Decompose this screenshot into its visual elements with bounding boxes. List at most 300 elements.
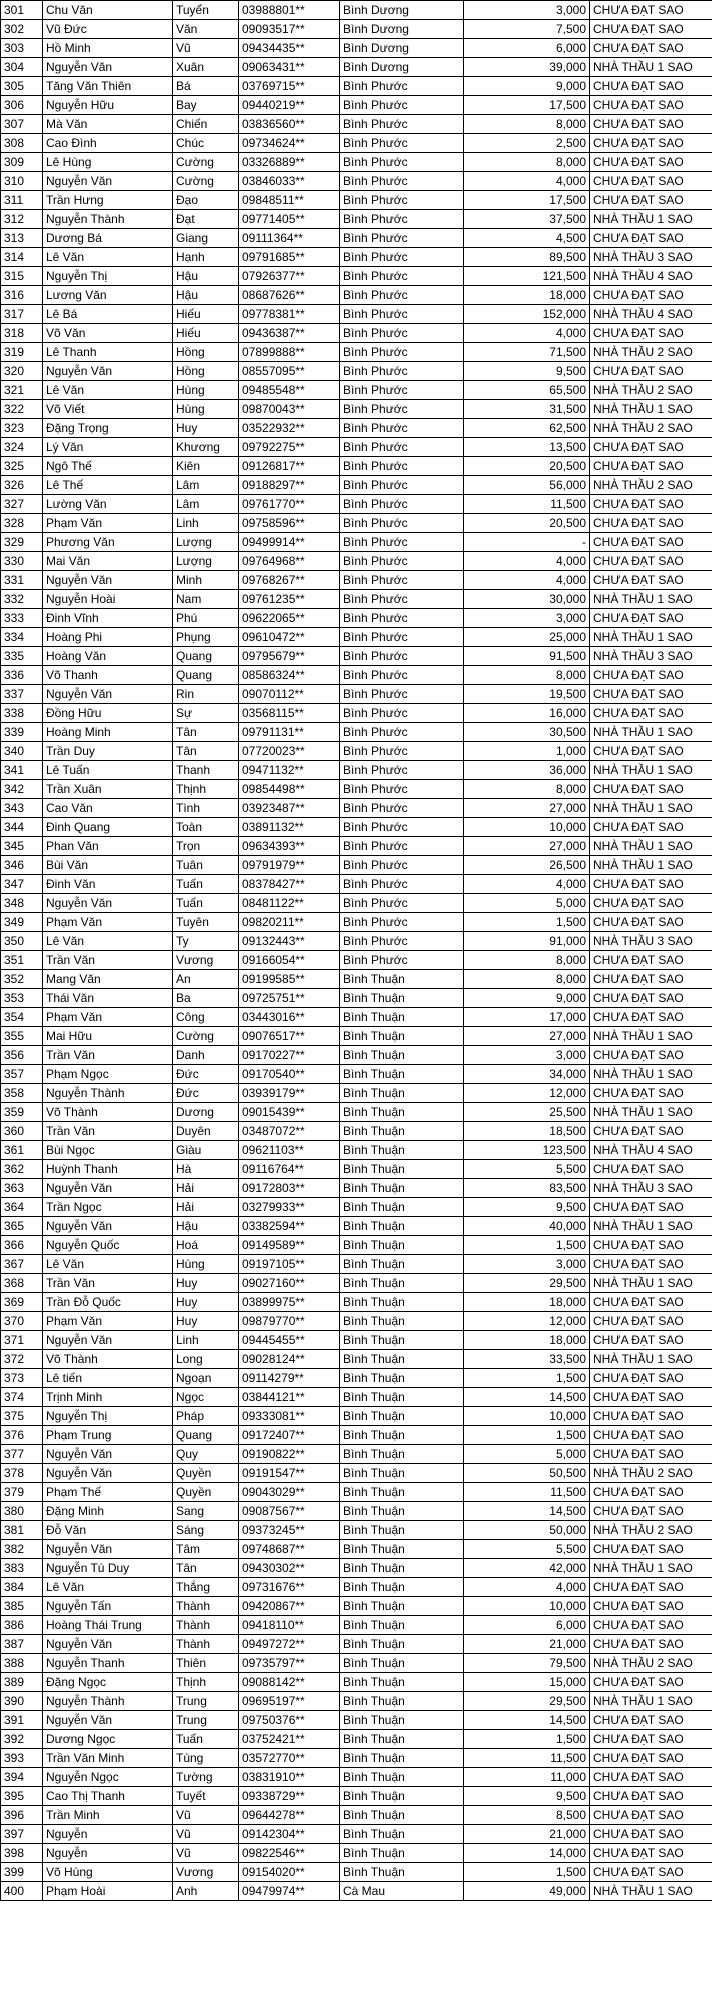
province-cell: Bình Thuận bbox=[340, 1160, 464, 1179]
row-number-cell: 316 bbox=[1, 286, 43, 305]
amount-cell: 27,000 bbox=[464, 799, 590, 818]
surname-cell: Lê Hùng bbox=[43, 153, 173, 172]
table-row bbox=[1, 761, 712, 780]
table-row bbox=[1, 1008, 712, 1027]
table-row bbox=[1, 267, 712, 286]
province-cell: Bình Thuận bbox=[340, 1863, 464, 1882]
province-cell: Bình Thuận bbox=[340, 1825, 464, 1844]
phone-number-cell: 09170540** bbox=[239, 1065, 340, 1084]
province-cell: Bình Thuận bbox=[340, 1407, 464, 1426]
table-row bbox=[1, 210, 712, 229]
surname-cell: Lường Văn bbox=[43, 495, 173, 514]
rank-cell: CHƯA ĐẠT SAO bbox=[590, 1426, 712, 1445]
table-row bbox=[1, 1540, 712, 1559]
table-row bbox=[1, 1445, 712, 1464]
row-number-cell: 323 bbox=[1, 419, 43, 438]
surname-cell: Nguyễn Quốc bbox=[43, 1236, 173, 1255]
province-cell: Bình Phước bbox=[340, 628, 464, 647]
row-number-cell: 372 bbox=[1, 1350, 43, 1369]
row-number-cell: 374 bbox=[1, 1388, 43, 1407]
phone-number-cell: 09043029** bbox=[239, 1483, 340, 1502]
rank-cell: NHÀ THẦU 1 SAO bbox=[590, 837, 712, 856]
province-cell: Bình Phước bbox=[340, 324, 464, 343]
province-cell: Bình Phước bbox=[340, 457, 464, 476]
given-name-cell: Ngọc bbox=[173, 1388, 239, 1407]
phone-number-cell: 09191547** bbox=[239, 1464, 340, 1483]
row-number-cell: 341 bbox=[1, 761, 43, 780]
table-row bbox=[1, 1179, 712, 1198]
table-row bbox=[1, 970, 712, 989]
surname-cell: Đặng Ngọc bbox=[43, 1673, 173, 1692]
given-name-cell: Long bbox=[173, 1350, 239, 1369]
phone-number-cell: 09373245** bbox=[239, 1521, 340, 1540]
row-number-cell: 386 bbox=[1, 1616, 43, 1635]
phone-number-cell: 09436387** bbox=[239, 324, 340, 343]
amount-cell: 65,500 bbox=[464, 381, 590, 400]
table-row bbox=[1, 39, 712, 58]
given-name-cell: Thịnh bbox=[173, 780, 239, 799]
province-cell: Bình Phước bbox=[340, 172, 464, 191]
amount-cell: 21,000 bbox=[464, 1825, 590, 1844]
province-cell: Bình Phước bbox=[340, 229, 464, 248]
amount-cell: 12,000 bbox=[464, 1312, 590, 1331]
given-name-cell: Huy bbox=[173, 1312, 239, 1331]
amount-cell: 40,000 bbox=[464, 1217, 590, 1236]
amount-cell: 33,500 bbox=[464, 1350, 590, 1369]
province-cell: Bình Thuận bbox=[340, 1711, 464, 1730]
table-row bbox=[1, 1616, 712, 1635]
given-name-cell: Thiên bbox=[173, 1654, 239, 1673]
table-row bbox=[1, 1407, 712, 1426]
table-row bbox=[1, 1502, 712, 1521]
rank-cell: CHƯA ĐẠT SAO bbox=[590, 115, 712, 134]
given-name-cell: Hạnh bbox=[173, 248, 239, 267]
given-name-cell: Linh bbox=[173, 514, 239, 533]
given-name-cell: Hồng bbox=[173, 362, 239, 381]
amount-cell: 34,000 bbox=[464, 1065, 590, 1084]
table-row bbox=[1, 381, 712, 400]
row-number-cell: 346 bbox=[1, 856, 43, 875]
row-number-cell: 333 bbox=[1, 609, 43, 628]
surname-cell: Vũ Đức bbox=[43, 20, 173, 39]
row-number-cell: 325 bbox=[1, 457, 43, 476]
phone-number-cell: 03279933** bbox=[239, 1198, 340, 1217]
phone-number-cell: 09761770** bbox=[239, 495, 340, 514]
table-row bbox=[1, 1483, 712, 1502]
province-cell: Bình Phước bbox=[340, 400, 464, 419]
amount-cell: 3,000 bbox=[464, 1046, 590, 1065]
row-number-cell: 348 bbox=[1, 894, 43, 913]
province-cell: Bình Thuận bbox=[340, 1445, 464, 1464]
rank-cell: NHÀ THẦU 4 SAO bbox=[590, 1141, 712, 1160]
amount-cell: 31,500 bbox=[464, 400, 590, 419]
rank-cell: NHÀ THẦU 2 SAO bbox=[590, 1521, 712, 1540]
row-number-cell: 334 bbox=[1, 628, 43, 647]
row-number-cell: 353 bbox=[1, 989, 43, 1008]
given-name-cell: Quang bbox=[173, 647, 239, 666]
given-name-cell: Quyền bbox=[173, 1483, 239, 1502]
given-name-cell: Ba bbox=[173, 989, 239, 1008]
amount-cell: 123,500 bbox=[464, 1141, 590, 1160]
table-row bbox=[1, 1312, 712, 1331]
given-name-cell: Đạt bbox=[173, 210, 239, 229]
amount-cell: 50,000 bbox=[464, 1521, 590, 1540]
amount-cell: 8,000 bbox=[464, 153, 590, 172]
province-cell: Bình Thuận bbox=[340, 1008, 464, 1027]
surname-cell: Hoàng Văn bbox=[43, 647, 173, 666]
table-row bbox=[1, 1844, 712, 1863]
amount-cell: 37,500 bbox=[464, 210, 590, 229]
surname-cell: Bùi Ngọc bbox=[43, 1141, 173, 1160]
phone-number-cell: 08378427** bbox=[239, 875, 340, 894]
province-cell: Bình Thuận bbox=[340, 1293, 464, 1312]
amount-cell: 10,000 bbox=[464, 1407, 590, 1426]
province-cell: Bình Thuận bbox=[340, 1426, 464, 1445]
row-number-cell: 336 bbox=[1, 666, 43, 685]
amount-cell: 9,500 bbox=[464, 362, 590, 381]
row-number-cell: 381 bbox=[1, 1521, 43, 1540]
amount-cell: 5,500 bbox=[464, 1540, 590, 1559]
given-name-cell: Quy bbox=[173, 1445, 239, 1464]
row-number-cell: 327 bbox=[1, 495, 43, 514]
phone-number-cell: 03326889** bbox=[239, 153, 340, 172]
rank-cell: CHƯA ĐẠT SAO bbox=[590, 191, 712, 210]
row-number-cell: 315 bbox=[1, 267, 43, 286]
phone-number-cell: 09791979** bbox=[239, 856, 340, 875]
given-name-cell: Quang bbox=[173, 1426, 239, 1445]
phone-number-cell: 09338729** bbox=[239, 1787, 340, 1806]
given-name-cell: Đức bbox=[173, 1084, 239, 1103]
given-name-cell: Danh bbox=[173, 1046, 239, 1065]
given-name-cell: Ngoạn bbox=[173, 1369, 239, 1388]
rank-cell: CHƯA ĐẠT SAO bbox=[590, 1445, 712, 1464]
phone-number-cell: 09170227** bbox=[239, 1046, 340, 1065]
phone-number-cell: 03836560** bbox=[239, 115, 340, 134]
phone-number-cell: 09063431** bbox=[239, 58, 340, 77]
given-name-cell: Anh bbox=[173, 1882, 239, 1901]
given-name-cell: Vương bbox=[173, 951, 239, 970]
amount-cell: 10,000 bbox=[464, 1597, 590, 1616]
given-name-cell: Quyền bbox=[173, 1464, 239, 1483]
rank-cell: NHÀ THẦU 1 SAO bbox=[590, 761, 712, 780]
table-row bbox=[1, 552, 712, 571]
row-number-cell: 337 bbox=[1, 685, 43, 704]
row-number-cell: 329 bbox=[1, 533, 43, 552]
amount-cell: 17,500 bbox=[464, 191, 590, 210]
surname-cell: Võ Văn bbox=[43, 324, 173, 343]
phone-number-cell: 09434435** bbox=[239, 39, 340, 58]
phone-number-cell: 09093517** bbox=[239, 20, 340, 39]
surname-cell: Đinh Quang bbox=[43, 818, 173, 837]
province-cell: Bình Thuận bbox=[340, 1787, 464, 1806]
given-name-cell: Khương bbox=[173, 438, 239, 457]
given-name-cell: Kiên bbox=[173, 457, 239, 476]
row-number-cell: 310 bbox=[1, 172, 43, 191]
given-name-cell: Sáng bbox=[173, 1521, 239, 1540]
rank-cell: CHƯA ĐẠT SAO bbox=[590, 1236, 712, 1255]
table-body bbox=[1, 1, 712, 1901]
surname-cell: Nguyễn Văn bbox=[43, 362, 173, 381]
rank-cell: NHÀ THẦU 1 SAO bbox=[590, 1692, 712, 1711]
amount-cell: 19,500 bbox=[464, 685, 590, 704]
province-cell: Bình Phước bbox=[340, 666, 464, 685]
amount-cell: 79,500 bbox=[464, 1654, 590, 1673]
surname-cell: Trần Văn bbox=[43, 1122, 173, 1141]
table-row bbox=[1, 1464, 712, 1483]
table-row bbox=[1, 229, 712, 248]
surname-cell: Nguyễn Văn bbox=[43, 1179, 173, 1198]
given-name-cell: Huy bbox=[173, 419, 239, 438]
given-name-cell: Giàu bbox=[173, 1141, 239, 1160]
table-row bbox=[1, 590, 712, 609]
province-cell: Bình Thuận bbox=[340, 1749, 464, 1768]
amount-cell: 91,000 bbox=[464, 932, 590, 951]
given-name-cell: Trung bbox=[173, 1711, 239, 1730]
province-cell: Bình Phước bbox=[340, 153, 464, 172]
surname-cell: Võ Thành bbox=[43, 1350, 173, 1369]
phone-number-cell: 09792275** bbox=[239, 438, 340, 457]
table-row bbox=[1, 1369, 712, 1388]
row-number-cell: 359 bbox=[1, 1103, 43, 1122]
amount-cell: 4,000 bbox=[464, 552, 590, 571]
phone-number-cell: 09076517** bbox=[239, 1027, 340, 1046]
table-row bbox=[1, 1521, 712, 1540]
table-row bbox=[1, 1160, 712, 1179]
row-number-cell: 304 bbox=[1, 58, 43, 77]
given-name-cell: Tuấn bbox=[173, 894, 239, 913]
rank-cell: NHÀ THẦU 1 SAO bbox=[590, 856, 712, 875]
amount-cell: 4,000 bbox=[464, 172, 590, 191]
amount-cell: 18,000 bbox=[464, 286, 590, 305]
phone-number-cell: 08586324** bbox=[239, 666, 340, 685]
given-name-cell: Tân bbox=[173, 742, 239, 761]
amount-cell: 42,000 bbox=[464, 1559, 590, 1578]
table-row bbox=[1, 172, 712, 191]
row-number-cell: 308 bbox=[1, 134, 43, 153]
rank-cell: NHÀ THẦU 1 SAO bbox=[590, 723, 712, 742]
surname-cell: Cao Đình bbox=[43, 134, 173, 153]
phone-number-cell: 09154020** bbox=[239, 1863, 340, 1882]
province-cell: Bình Phước bbox=[340, 267, 464, 286]
surname-cell: Nguyễn bbox=[43, 1825, 173, 1844]
table-row bbox=[1, 685, 712, 704]
phone-number-cell: 09333081** bbox=[239, 1407, 340, 1426]
rank-cell: CHƯA ĐẠT SAO bbox=[590, 1198, 712, 1217]
phone-number-cell: 09126817** bbox=[239, 457, 340, 476]
surname-cell: Dương Ngọc bbox=[43, 1730, 173, 1749]
province-cell: Bình Thuận bbox=[340, 1198, 464, 1217]
amount-cell: 1,500 bbox=[464, 1730, 590, 1749]
rank-cell: CHƯA ĐẠT SAO bbox=[590, 153, 712, 172]
province-cell: Bình Phước bbox=[340, 799, 464, 818]
amount-cell: 17,000 bbox=[464, 1008, 590, 1027]
surname-cell: Ngô Thế bbox=[43, 457, 173, 476]
row-number-cell: 351 bbox=[1, 951, 43, 970]
amount-cell: 14,500 bbox=[464, 1502, 590, 1521]
row-number-cell: 394 bbox=[1, 1768, 43, 1787]
given-name-cell: Tuyên bbox=[173, 913, 239, 932]
phone-number-cell: 09070112** bbox=[239, 685, 340, 704]
given-name-cell: Hùng bbox=[173, 381, 239, 400]
row-number-cell: 352 bbox=[1, 970, 43, 989]
province-cell: Bình Thuận bbox=[340, 1597, 464, 1616]
row-number-cell: 301 bbox=[1, 1, 43, 20]
table-row bbox=[1, 1103, 712, 1122]
table-row bbox=[1, 96, 712, 115]
amount-cell: 18,500 bbox=[464, 1122, 590, 1141]
phone-number-cell: 09111364** bbox=[239, 229, 340, 248]
row-number-cell: 343 bbox=[1, 799, 43, 818]
row-number-cell: 399 bbox=[1, 1863, 43, 1882]
amount-cell: 6,000 bbox=[464, 39, 590, 58]
phone-number-cell: 09750376** bbox=[239, 1711, 340, 1730]
province-cell: Bình Thuận bbox=[340, 1673, 464, 1692]
given-name-cell: Lượng bbox=[173, 533, 239, 552]
given-name-cell: Hồng bbox=[173, 343, 239, 362]
rank-cell: CHƯA ĐẠT SAO bbox=[590, 1730, 712, 1749]
amount-cell: 30,500 bbox=[464, 723, 590, 742]
province-cell: Bình Thuận bbox=[340, 1540, 464, 1559]
amount-cell: 62,500 bbox=[464, 419, 590, 438]
phone-number-cell: 03988801** bbox=[239, 1, 340, 20]
given-name-cell: Hiếu bbox=[173, 324, 239, 343]
table-row bbox=[1, 571, 712, 590]
amount-cell: 25,000 bbox=[464, 628, 590, 647]
row-number-cell: 380 bbox=[1, 1502, 43, 1521]
phone-number-cell: 07720023** bbox=[239, 742, 340, 761]
table-row bbox=[1, 457, 712, 476]
row-number-cell: 368 bbox=[1, 1274, 43, 1293]
province-cell: Bình Phước bbox=[340, 875, 464, 894]
given-name-cell: Trung bbox=[173, 1692, 239, 1711]
province-cell: Bình Thuận bbox=[340, 1331, 464, 1350]
amount-cell: 39,000 bbox=[464, 58, 590, 77]
amount-cell: 8,000 bbox=[464, 666, 590, 685]
given-name-cell: Duyên bbox=[173, 1122, 239, 1141]
given-name-cell: Sang bbox=[173, 1502, 239, 1521]
table-row bbox=[1, 495, 712, 514]
rank-cell: NHÀ THẦU 1 SAO bbox=[590, 400, 712, 419]
phone-number-cell: 09795679** bbox=[239, 647, 340, 666]
row-number-cell: 342 bbox=[1, 780, 43, 799]
phone-number-cell: 09149589** bbox=[239, 1236, 340, 1255]
province-cell: Bình Phước bbox=[340, 305, 464, 324]
province-cell: Bình Phước bbox=[340, 761, 464, 780]
amount-cell: 29,500 bbox=[464, 1692, 590, 1711]
surname-cell: Lê Văn bbox=[43, 1578, 173, 1597]
amount-cell: 71,500 bbox=[464, 343, 590, 362]
phone-number-cell: 09497272** bbox=[239, 1635, 340, 1654]
row-number-cell: 355 bbox=[1, 1027, 43, 1046]
surname-cell: Võ Viết bbox=[43, 400, 173, 419]
surname-cell: Nguyễn Tú Duy bbox=[43, 1559, 173, 1578]
given-name-cell: Vũ bbox=[173, 39, 239, 58]
table-row bbox=[1, 1255, 712, 1274]
province-cell: Bình Phước bbox=[340, 286, 464, 305]
surname-cell: Phạm Thế bbox=[43, 1483, 173, 1502]
given-name-cell: Toàn bbox=[173, 818, 239, 837]
given-name-cell: Dương bbox=[173, 1103, 239, 1122]
province-cell: Bình Thuận bbox=[340, 1046, 464, 1065]
rank-cell: CHƯA ĐẠT SAO bbox=[590, 609, 712, 628]
province-cell: Bình Thuận bbox=[340, 1027, 464, 1046]
rank-cell: CHƯA ĐẠT SAO bbox=[590, 1160, 712, 1179]
table-row bbox=[1, 1730, 712, 1749]
surname-cell: Đinh Văn bbox=[43, 875, 173, 894]
rank-cell: CHƯA ĐẠT SAO bbox=[590, 438, 712, 457]
given-name-cell: Đức bbox=[173, 1065, 239, 1084]
surname-cell: Mang Văn bbox=[43, 970, 173, 989]
row-number-cell: 345 bbox=[1, 837, 43, 856]
table-row bbox=[1, 856, 712, 875]
rank-cell: NHÀ THẦU 2 SAO bbox=[590, 1464, 712, 1483]
surname-cell: Lê Văn bbox=[43, 248, 173, 267]
phone-number-cell: 07926377** bbox=[239, 267, 340, 286]
given-name-cell: Vũ bbox=[173, 1844, 239, 1863]
province-cell: Bình Phước bbox=[340, 723, 464, 742]
surname-cell: Trịnh Minh bbox=[43, 1388, 173, 1407]
table-row bbox=[1, 1350, 712, 1369]
province-cell: Bình Phước bbox=[340, 115, 464, 134]
table-row bbox=[1, 1027, 712, 1046]
surname-cell: Mà Văn bbox=[43, 115, 173, 134]
table-row bbox=[1, 305, 712, 324]
phone-number-cell: 09028124** bbox=[239, 1350, 340, 1369]
province-cell: Bình Thuận bbox=[340, 1692, 464, 1711]
given-name-cell: Tuyển bbox=[173, 1, 239, 20]
given-name-cell: Bá bbox=[173, 77, 239, 96]
given-name-cell: Giang bbox=[173, 229, 239, 248]
table-row bbox=[1, 1274, 712, 1293]
province-cell: Bình Thuận bbox=[340, 1103, 464, 1122]
phone-number-cell: 09761235** bbox=[239, 590, 340, 609]
table-row bbox=[1, 1559, 712, 1578]
province-cell: Bình Phước bbox=[340, 704, 464, 723]
row-number-cell: 390 bbox=[1, 1692, 43, 1711]
province-cell: Bình Phước bbox=[340, 134, 464, 153]
phone-number-cell: 09848511** bbox=[239, 191, 340, 210]
given-name-cell: Chiến bbox=[173, 115, 239, 134]
row-number-cell: 319 bbox=[1, 343, 43, 362]
given-name-cell: Tuấn bbox=[173, 875, 239, 894]
province-cell: Bình Thuận bbox=[340, 1730, 464, 1749]
surname-cell: Đinh Vĩnh bbox=[43, 609, 173, 628]
surname-cell: Nguyễn Văn bbox=[43, 1711, 173, 1730]
table-row bbox=[1, 1046, 712, 1065]
amount-cell: 27,000 bbox=[464, 837, 590, 856]
rank-cell: CHƯA ĐẠT SAO bbox=[590, 1483, 712, 1502]
row-number-cell: 347 bbox=[1, 875, 43, 894]
surname-cell: Nguyễn Tấn bbox=[43, 1597, 173, 1616]
province-cell: Bình Phước bbox=[340, 495, 464, 514]
row-number-cell: 371 bbox=[1, 1331, 43, 1350]
row-number-cell: 358 bbox=[1, 1084, 43, 1103]
phone-number-cell: 09870043** bbox=[239, 400, 340, 419]
amount-cell: 5,500 bbox=[464, 1160, 590, 1179]
rank-cell: CHƯA ĐẠT SAO bbox=[590, 1122, 712, 1141]
rank-cell: NHÀ THẦU 3 SAO bbox=[590, 647, 712, 666]
surname-cell: Cao Thị Thanh bbox=[43, 1787, 173, 1806]
rank-cell: CHƯA ĐẠT SAO bbox=[590, 1616, 712, 1635]
phone-number-cell: 08481122** bbox=[239, 894, 340, 913]
province-cell: Bình Phước bbox=[340, 913, 464, 932]
row-number-cell: 375 bbox=[1, 1407, 43, 1426]
phone-number-cell: 09027160** bbox=[239, 1274, 340, 1293]
amount-cell: 1,500 bbox=[464, 1236, 590, 1255]
surname-cell: Huỳnh Thanh bbox=[43, 1160, 173, 1179]
amount-cell: 11,500 bbox=[464, 1749, 590, 1768]
row-number-cell: 384 bbox=[1, 1578, 43, 1597]
